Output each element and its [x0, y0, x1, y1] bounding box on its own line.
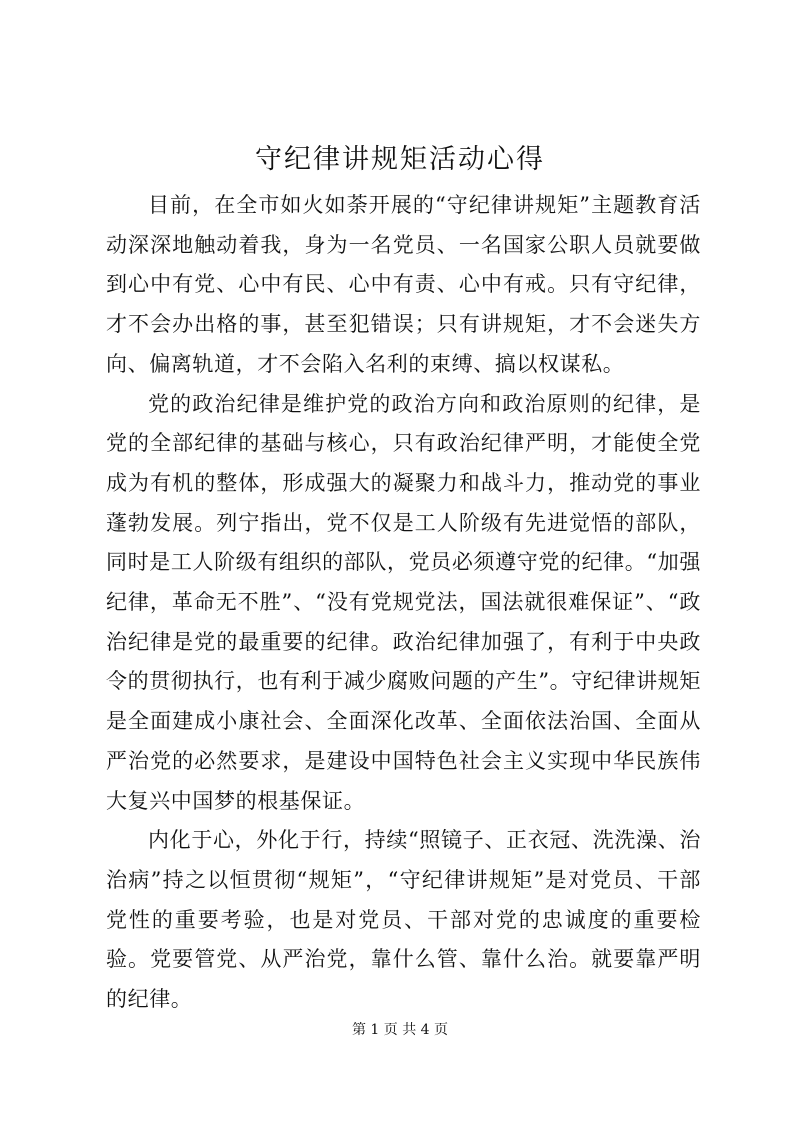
document-title: 守纪律讲规矩活动心得: [255, 144, 545, 175]
document-body: [106, 186, 701, 1020]
paragraph-1: 目前，在全市如火如荼开展的“守纪律讲规矩”主题教育活动深深地触动着我，身为一名党员、一名国家公职人员就要做到心中有党、心中有民、心中有责、心中有戒。只有守纪律，才不会办出格的事，甚至犯错误；只有讲规矩，才不会迷失方向、偏离轨道，才不会陷入名利的束缚、搞以权谋私。: [106, 193, 701, 376]
paragraph-3: 内化于心，外化于行，持续“照镜子、正衣冠、洗洗澡、治治病”持之以恒贯彻“规矩”，“守纪律讲规矩”是对党员、干部党性的重要考验，也是对党员、干部对党的忠诚度的重要检验。党要管党、从严治党，靠什么管、靠什么治。就要靠严明的纪律。: [106, 828, 701, 1012]
page-number-footer: 第 1 页 共 4 页: [351, 1022, 449, 1038]
paragraph-2: 党的政治纪律是维护党的政治方向和政治原则的纪律，是党的全部纪律的基础与核心，只有政治纪律严明，才能使全党成为有机的整体，形成强大的凝聚力和战斗力，推动党的事业蓬勃发展。列宁指出，党不仅是工人阶级有先进觉悟的部队，同时是工人阶级有组织的部队，党员必须遵守党的纪律。“加强纪律，革命无不胜”、“没有党规党法，国法就很难保证”、“政治纪律是党的最重要的纪律。政治纪律加强了，有利于中央政令的贯彻执行，也有利于减少腐败问题的产生”。守纪律讲规矩是全面建成小康社会、全面深化改革、全面依法治国、全面从严治党的必然要求，是建设中国特色社会主义实现中华民族伟大复兴中国梦的根基保证。: [106, 391, 701, 813]
